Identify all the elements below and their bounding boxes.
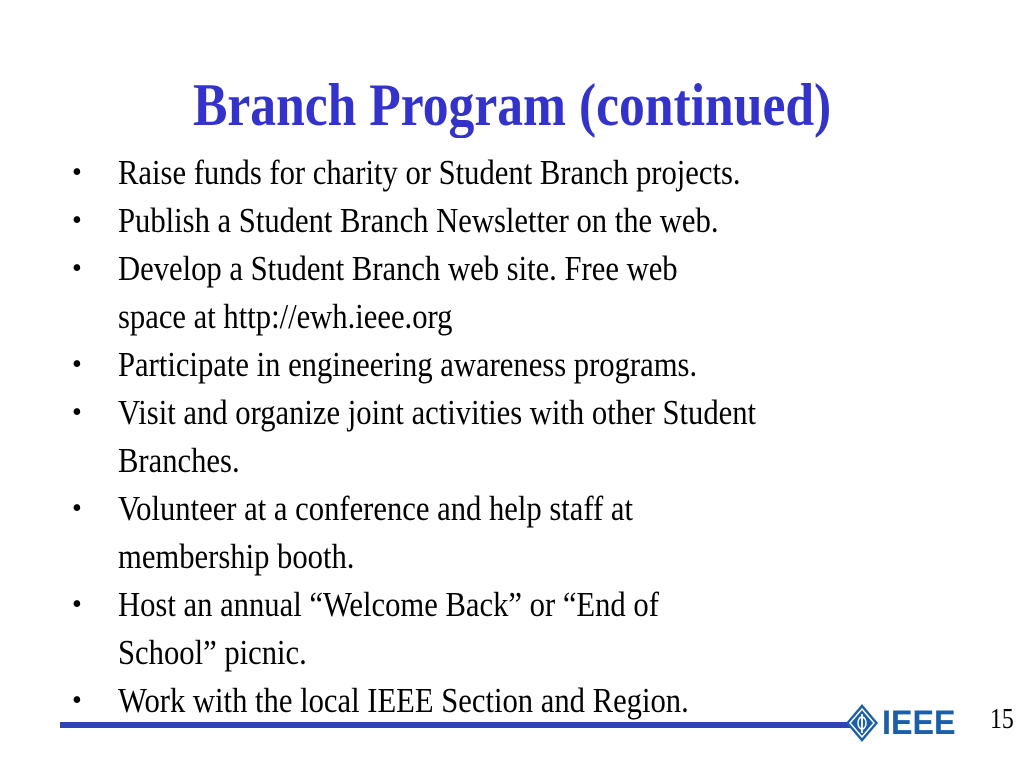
slide-title xyxy=(0,70,1024,140)
bullet-item xyxy=(0,341,1024,389)
bullet-icon: • xyxy=(72,685,82,716)
ieee-diamond-icon xyxy=(845,703,879,743)
bullet-item-continuation xyxy=(0,293,1024,341)
slide-title-text: Branch Program (continued) xyxy=(192,72,832,138)
bullet-text: Host an annual “Welcome Back” or “End of xyxy=(118,585,659,624)
bullet-item xyxy=(0,485,1024,533)
bullet-item xyxy=(0,581,1024,629)
ieee-logo-text: IEEE xyxy=(882,703,956,742)
bullet-text: Branches. xyxy=(118,441,240,480)
footer-rule xyxy=(60,722,850,728)
bullet-text: School” picnic. xyxy=(118,633,307,672)
bullet-text: Develop a Student Branch web site. Free web xyxy=(118,249,678,288)
bullet-item-continuation xyxy=(0,533,1024,581)
bullet-item xyxy=(0,389,1024,437)
bullet-item-continuation xyxy=(0,629,1024,677)
bullet-icon: • xyxy=(72,157,82,188)
bullet-text: Visit and organize joint activities with other Student xyxy=(118,393,757,432)
ieee-logo xyxy=(845,703,959,743)
bullet-item-continuation xyxy=(0,437,1024,485)
bullet-item xyxy=(0,245,1024,293)
bullet-icon: • xyxy=(72,493,82,524)
bullet-text: Volunteer at a conference and help staff at xyxy=(118,489,634,528)
bullet-item xyxy=(0,149,1024,197)
bullet-icon: • xyxy=(72,253,82,284)
bullet-icon: • xyxy=(72,205,82,236)
bullet-text: space at http://ewh.ieee.org xyxy=(118,297,453,336)
bullet-text: membership booth. xyxy=(118,537,355,576)
bullet-list xyxy=(0,149,1024,725)
bullet-text: Work with the local IEEE Section and Region. xyxy=(118,681,689,720)
bullet-item xyxy=(0,197,1024,245)
bullet-text: Participate in engineering awareness programs. xyxy=(118,345,698,384)
page-number: 15 xyxy=(990,704,1014,735)
bullet-text: Raise funds for charity or Student Branch projects. xyxy=(118,153,741,192)
bullet-icon: • xyxy=(72,397,82,428)
bullet-text: Publish a Student Branch Newsletter on the web. xyxy=(118,201,719,240)
bullet-icon: • xyxy=(72,589,82,620)
bullet-icon: • xyxy=(72,349,82,380)
